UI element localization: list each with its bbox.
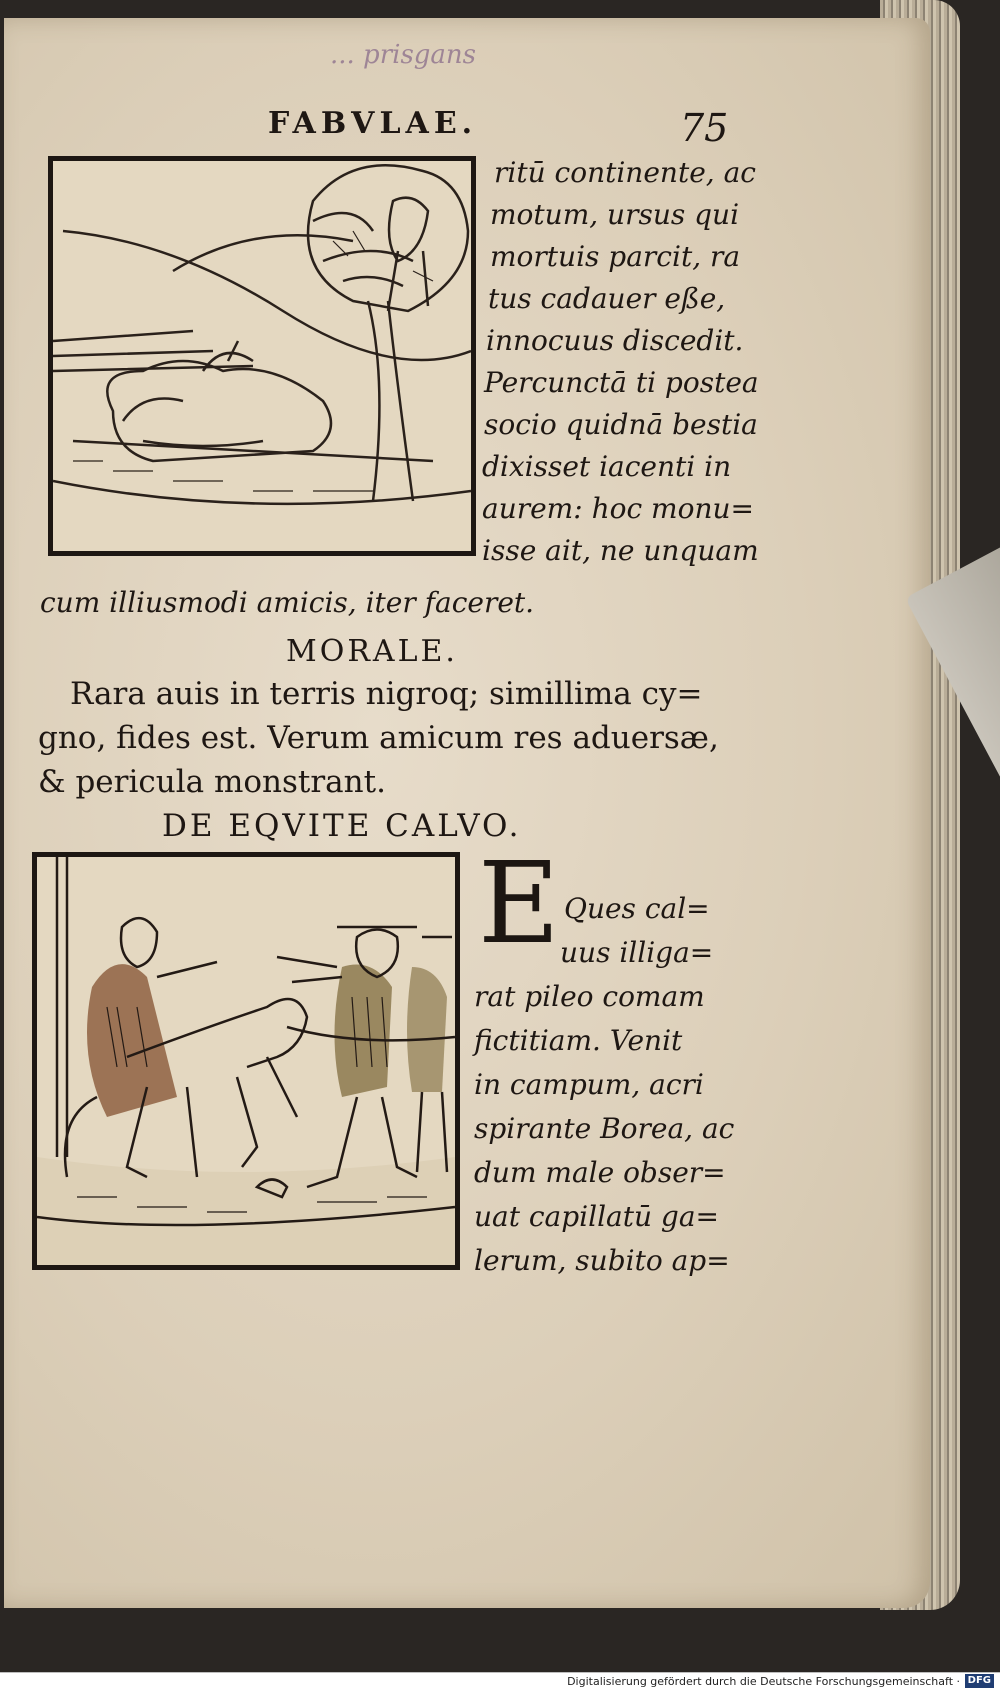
fable-one-side-line: mortuis parcit, ra — [490, 240, 741, 273]
handwritten-annotation: ... prisgans — [330, 40, 477, 70]
fable-two-side-line: rat pileo comam — [474, 980, 705, 1013]
fable-one-side-line: dixisset iacenti in — [482, 450, 732, 483]
fable-two-side-line: fictitiam. Venit — [474, 1024, 683, 1057]
morale-line: Rara auis in terris nigroq; simillima cy= — [70, 676, 703, 712]
woodcut-bald-horseman — [32, 852, 460, 1270]
fable-one-side-line: ritū continente, ac — [494, 156, 756, 189]
fable-two-side-line: spirante Borea, ac — [474, 1112, 735, 1145]
drop-cap-initial: E — [478, 839, 560, 969]
fable-two-side-line: uus illiga= — [560, 936, 714, 969]
fable-one-side-line: socio quidnā bestia — [484, 408, 758, 441]
fable-one-closing-line: cum illiusmodi amicis, iter faceret. — [40, 586, 535, 619]
running-title: FABVLAE. — [268, 106, 478, 141]
fable-one-side-line: motum, ursus qui — [490, 198, 740, 231]
fable-two-side-line: uat capillatū ga= — [474, 1200, 719, 1233]
morale-line: & pericula monstrant. — [38, 764, 386, 800]
fable-one-side-line: aurem: hoc monu= — [482, 492, 754, 525]
fable-two-side-line: Ques cal= — [564, 892, 710, 925]
fable-one-side-line: Percunctā ti postea — [484, 366, 759, 399]
page-number: 75 — [680, 106, 729, 150]
morale-line: gno, fides est. Verum amicum res aduersæ, — [38, 720, 719, 756]
digitization-credit: Digitalisierung gefördert durch die Deutsche Forschungsgemeinschaft · — [567, 1675, 960, 1688]
fable-one-side-line: isse ait, ne unquam — [482, 534, 759, 567]
fable-two-side-line: dum male obser= — [474, 1156, 726, 1189]
fable-two-side-line: in campum, acri — [474, 1068, 704, 1101]
fable-two-title: DE EQVITE CALVO. — [162, 808, 522, 844]
woodcut-bear-and-travelers — [48, 156, 476, 556]
dfg-logo: DFG — [965, 1674, 994, 1688]
digitization-credit-bar — [0, 1672, 1000, 1690]
fable-two-side-line: lerum, subito ap= — [474, 1244, 730, 1277]
fable-one-side-line: tus cadauer eße, — [488, 282, 726, 315]
morale-heading: MORALE. — [286, 634, 458, 669]
fable-one-side-line: innocuus discedit. — [486, 324, 744, 357]
